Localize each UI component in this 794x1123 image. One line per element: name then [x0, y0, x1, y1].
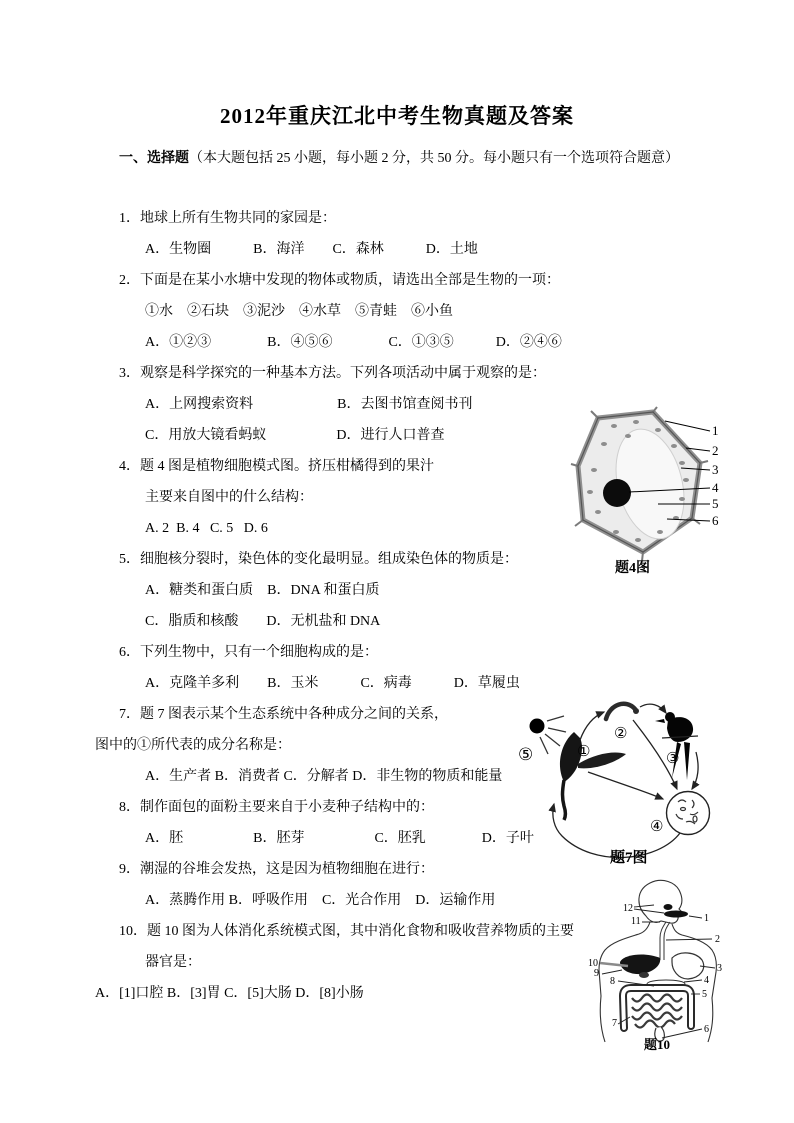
q2-options: A．①②③ B．④⑤⑥ C．①③⑤ D．②④⑥	[145, 335, 562, 350]
organ-label-9: 9	[594, 968, 599, 979]
cell-label-4: 4	[712, 480, 719, 495]
label-producer: ①	[577, 744, 591, 760]
label-bird: ③	[666, 751, 680, 767]
organ-label-5: 5	[702, 989, 707, 1000]
q3-stem: 3．观察是科学探究的一种基本方法。下列各项活动中属于观察的是：	[119, 366, 546, 381]
liver	[620, 955, 660, 975]
q4-stem-line1: 4．题 4 图是植物细胞模式图。挤压柑橘得到的果汁	[119, 459, 434, 474]
q4-stem-line2: 主要来自图中的什么结构：	[145, 490, 313, 505]
q7-stem-line2: 图中的①所代表的成分名称是：	[95, 738, 291, 753]
q7-stem-line1: 7．题 7 图表示某个生态系统中各种成分之间的关系，	[119, 707, 448, 722]
sun-rays	[540, 716, 566, 754]
q3-options-cd: C．用放大镜看蚂蚁 D．进行人口普查	[145, 428, 445, 443]
cell-label-1: 1	[712, 423, 719, 438]
plant-icon	[560, 732, 626, 820]
figure-digestive-system	[588, 878, 794, 1058]
q8-options: A．胚 B．胚芽 C．胚乳 D．子叶	[145, 831, 534, 846]
q9-stem: 9．潮湿的谷堆会发热，这是因为植物细胞在进行：	[119, 862, 434, 877]
organ-label-11: 11	[631, 916, 641, 927]
figure-ecosystem	[500, 692, 794, 872]
salivary-gland	[664, 904, 673, 910]
section-heading	[119, 147, 679, 167]
q8-stem: 8．制作面包的面粉主要来自于小麦种子结构中的：	[119, 800, 434, 815]
q9-options: A．蒸腾作用 B．呼吸作用 C．光合作用 D．运输作用	[145, 893, 496, 908]
q4-options: A. 2 B. 4 C. 5 D. 6	[145, 521, 268, 536]
ecosystem-diagram	[500, 692, 794, 872]
fig10-caption: 题10	[644, 1037, 671, 1052]
fig7-caption: 题7图	[610, 850, 648, 866]
section-heading-label: 一、选择题	[119, 151, 189, 166]
sun-icon	[530, 719, 545, 734]
q10-stem-line2: 器官是：	[145, 955, 201, 970]
page-title: 2012年重庆江北中考生物真题及答案	[220, 104, 574, 128]
mouth	[664, 911, 688, 918]
stomach	[672, 953, 704, 979]
q2-stem: 2．下面是在某小水塘中发现的物体或物质，请选出全部是生物的一项：	[119, 273, 560, 288]
organ-label-6: 6	[704, 1024, 709, 1035]
q7-options: A．生产者 B．消费者 C．分解者 D．非生物的物质和能量	[145, 769, 503, 784]
q3-options-ab: A．上网搜索资料 B．去图书馆查阅书刊	[145, 397, 473, 412]
q5-options-ab: A．糖类和蛋白质 B．DNA 和蛋白质	[145, 583, 380, 598]
esophagus	[660, 922, 666, 960]
q5-stem: 5．细胞核分裂时，染色体的变化最明显。组成染色体的物质是：	[119, 552, 518, 567]
q6-stem: 6．下列生物中，只有一个细胞构成的是：	[119, 645, 378, 660]
label-decomposer: ④	[650, 819, 664, 835]
label-sun: ⑤	[518, 745, 534, 764]
part-numbers	[712, 423, 719, 528]
bird-icon	[655, 712, 693, 780]
q1-stem: 1．地球上所有生物共同的家园是：	[119, 211, 336, 226]
organ-label-4: 4	[704, 975, 709, 986]
plant-cell-diagram	[570, 406, 794, 588]
decomposer-circle	[667, 792, 710, 835]
digestive-system-diagram	[588, 878, 794, 1058]
organ-label-12: 12	[623, 903, 633, 914]
organ-label-1: 1	[704, 913, 709, 924]
q10-stem-line1: 10．题 10 图为人体消化系统模式图，其中消化食物和吸收营养物质的主要	[119, 924, 574, 939]
caterpillar-icon	[606, 704, 639, 719]
q2-items: ①水 ②石块 ③泥沙 ④水草 ⑤青蛙 ⑥小鱼	[145, 304, 453, 319]
label-herbivore: ②	[614, 726, 628, 742]
cell-label-6: 6	[712, 513, 719, 528]
organ-label-3: 3	[717, 963, 722, 974]
small-intestine	[632, 995, 682, 1028]
q1-options: A．生物圈 B．海洋 C．森林 D．土地	[145, 242, 478, 257]
fig4-caption: 题4图	[615, 561, 650, 576]
nucleus	[603, 479, 631, 507]
organ-label-7: 7	[612, 1018, 617, 1029]
organ-label-2: 2	[715, 934, 720, 945]
gallbladder	[639, 972, 649, 978]
cell-label-5: 5	[712, 496, 719, 511]
organ-label-10: 10	[588, 958, 598, 969]
cell-label-3: 3	[712, 462, 719, 477]
cell-label-2: 2	[712, 443, 719, 458]
q6-options: A．克隆羊多利 B．玉米 C．病毒 D．草履虫	[145, 676, 520, 691]
figure-plant-cell	[570, 406, 794, 588]
section-heading-desc: （本大题包括 25 小题，每小题 2 分，共 50 分。每小题只有一个选项符合题意）	[189, 151, 679, 166]
q10-options: A．[1]口腔 B．[3]胃 C．[5]大肠 D．[8]小肠	[95, 986, 364, 1001]
organ-label-8: 8	[610, 976, 615, 987]
q5-options-cd: C．脂质和核酸 D．无机盐和 DNA	[145, 614, 381, 629]
